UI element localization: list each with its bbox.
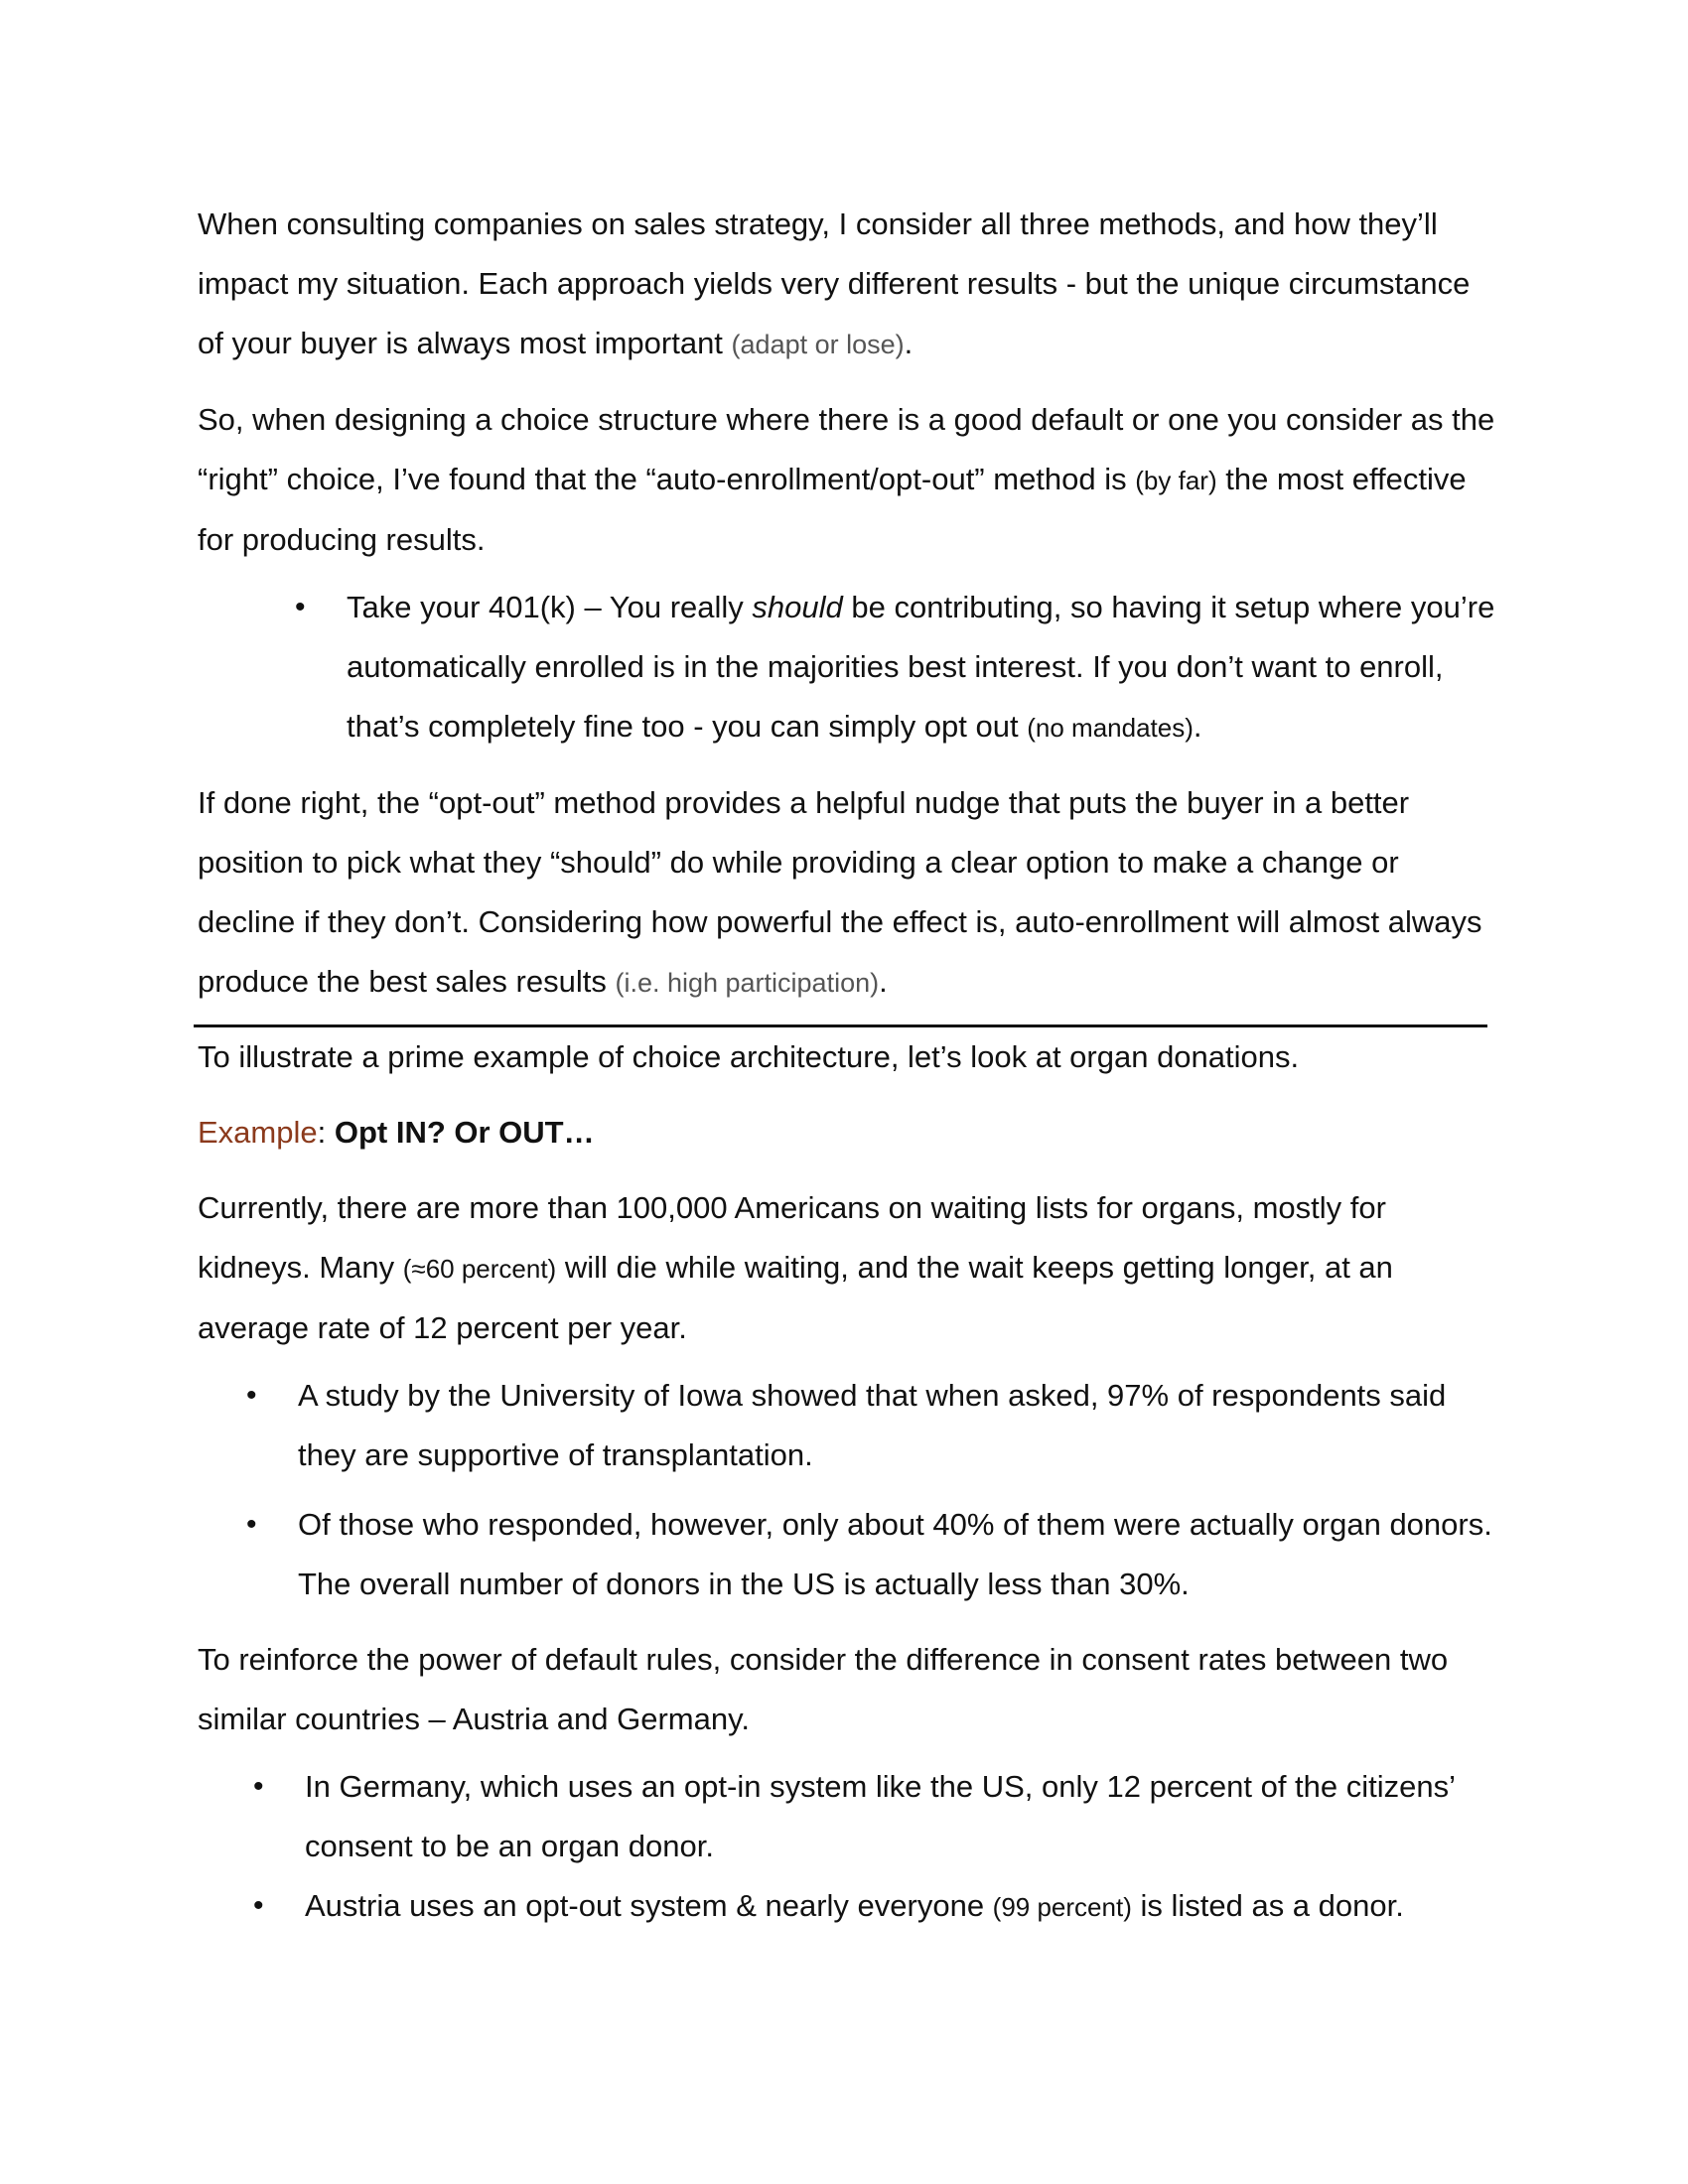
example-heading: Example: Opt IN? Or OUT… bbox=[198, 1115, 595, 1150]
bullet-list-study bbox=[198, 1366, 1498, 1614]
paragraph-default-rules: To reinforce the power of default rules, consider the difference in consent rates between two similar countries – Austria and Germany. bbox=[198, 1642, 1449, 1736]
paragraph-organ-intro: To illustrate a prime example of choice architecture, let’s look at organ donations. bbox=[198, 1039, 1300, 1074]
document-body bbox=[198, 195, 1498, 1937]
paragraph-consulting: When consulting companies on sales strategy, I consider all three methods, and how they’ll impact my situation. Each approach yields very different results - but the unique circumstance of your buyer is always most important (adapt or lose). bbox=[198, 206, 1471, 360]
bullet-icon: • bbox=[295, 591, 306, 623]
paragraph-waiting-lists: Currently, there are more than 100,000 Americans on waiting lists for organs, mostly for kidneys. Many (≈60 percent) will die while waiting, and the wait keeps getting longer, at an average rate of 12 percent per year. bbox=[198, 1190, 1393, 1345]
paragraph-opt-out-method: If done right, the “opt-out” method provides a helpful nudge that puts the buyer in a better position to pick what they “should” do while providing a clear option to make a change or decline if they don’t. Considering how powerful the effect is, auto-enrollment will almost always produce the best sales results (i.e. high participation). bbox=[198, 785, 1482, 999]
list-item: • Of those who responded, however, only about 40% of them were actually organ donors. The overall number of donors in the US is actually less than 30%. bbox=[198, 1495, 1498, 1614]
bullet-list-countries bbox=[198, 1757, 1498, 1937]
bullet-icon: • bbox=[253, 1889, 264, 1922]
bullet-icon: • bbox=[253, 1770, 264, 1803]
paragraph-choice-structure: So, when designing a choice structure where there is a good default or one you consider as the “right” choice, I’ve found that the “auto-enrollment/opt-out” method is (by far) the most effective for producing results. bbox=[198, 402, 1495, 557]
bullet-icon: • bbox=[246, 1508, 257, 1541]
list-item: • A study by the University of Iowa showed that when asked, 97% of respondents said they are supportive of transplantation. bbox=[198, 1366, 1498, 1485]
bullet-list-401k bbox=[198, 578, 1498, 757]
list-item: • In Germany, which uses an opt-in system like the US, only 12 percent of the citizens’ consent to be an organ donor. bbox=[198, 1757, 1498, 1876]
bullet-icon: • bbox=[246, 1379, 257, 1412]
list-item: • Austria uses an opt-out system & nearly everyone (99 percent) is listed as a donor. bbox=[198, 1876, 1498, 1937]
list-item: • Take your 401(k) – You really should be contributing, so having it setup where you’re automatically enrolled is in the majorities best interest. If you don’t want to enroll, that’s completely fine too - you can simply opt out (no mandates). bbox=[198, 578, 1498, 757]
